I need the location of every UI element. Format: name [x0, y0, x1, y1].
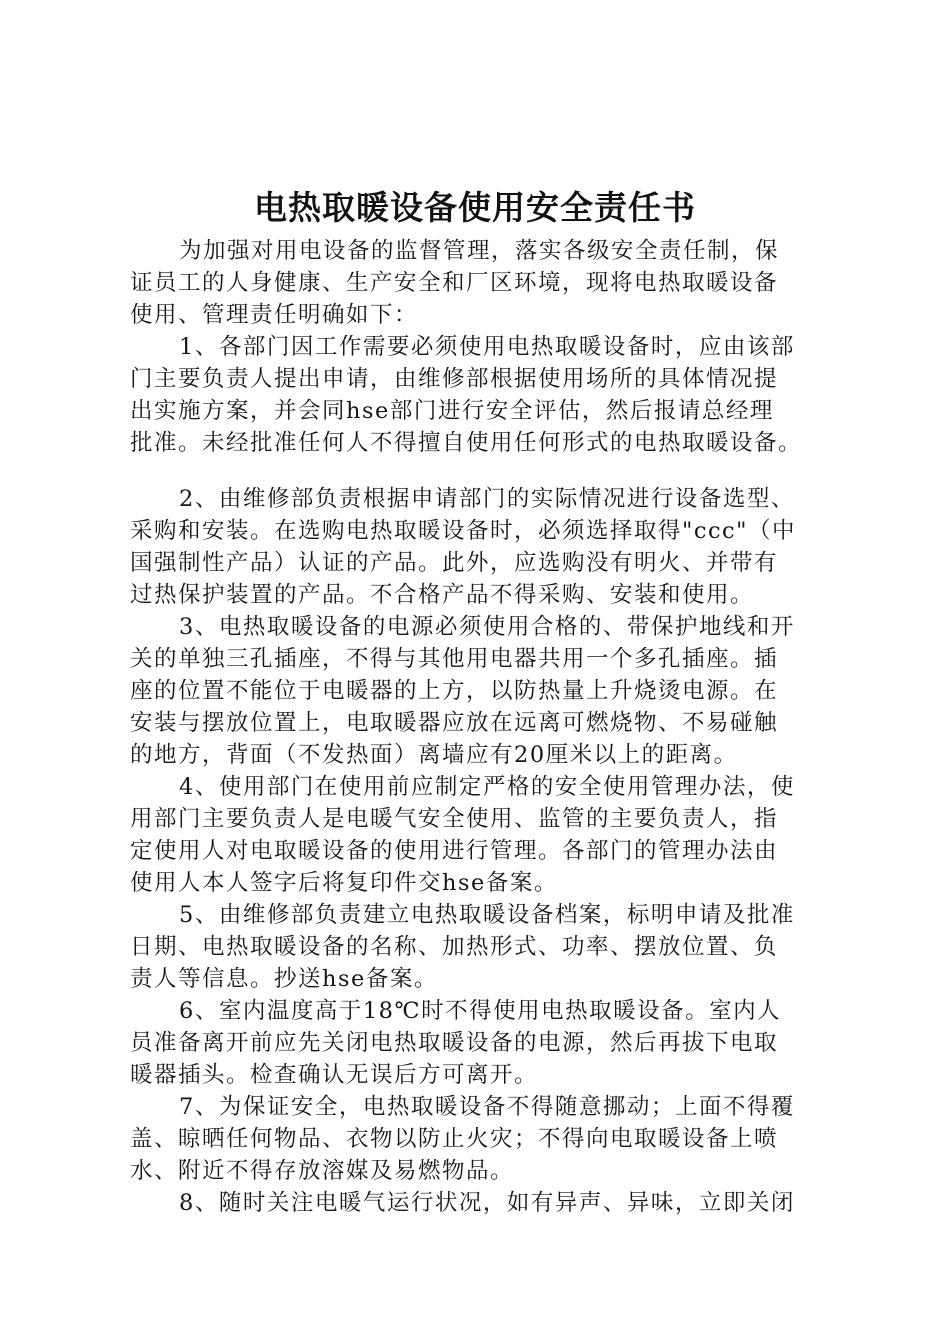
paragraph-line: 关的单独三孔插座，不得与其他用电器共用一个多孔插座。插 [130, 646, 779, 672]
paragraph-line: 8、随时关注电暖气运行状况，如有异声、异味，立即关闭 [179, 1190, 795, 1216]
paragraph-line: 用部门主要负责人是电暖气安全使用、监管的主要负责人，指 [130, 806, 779, 832]
paragraph-line: 盖、晾晒任何物品、衣物以防止火灾；不得向电取暖设备上喷 [130, 1126, 779, 1152]
paragraph-line: 2、由维修部负责根据申请部门的实际情况进行设备选型、 [179, 486, 795, 512]
paragraph-line: 采购和安装。在选购电热取暖设备时，必须选择取得"ccc"（中 [130, 518, 797, 544]
paragraph-line: 证员工的人身健康、生产安全和厂区环境，现将电热取暖设备 [130, 270, 779, 296]
paragraph-line: 安装与摆放位置上，电取暖器应放在远离可燃烧物、不易碰触 [130, 710, 779, 736]
paragraph-line: 3、电热取暖设备的电源必须使用合格的、带保护地线和开 [179, 614, 795, 640]
paragraph-line: 1、各部门因工作需要必须使用电热取暖设备时，应由该部 [179, 334, 795, 360]
paragraph-line: 门主要负责人提出申请，由维修部根据使用场所的具体情况提 [130, 366, 779, 392]
paragraph-line: 日期、电热取暖设备的名称、加热形式、功率、摆放位置、负 [130, 934, 779, 960]
paragraph-line: 为加强对用电设备的监督管理，落实各级安全责任制，保 [179, 238, 780, 264]
paragraph-line: 水、附近不得存放溶媒及易燃物品。 [130, 1158, 515, 1184]
paragraph-line: 过热保护装置的产品。不合格产品不得采购、安装和使用。 [130, 582, 755, 608]
paragraph-line: 员准备离开前应先关闭电热取暖设备的电源，然后再拔下电取 [130, 1030, 779, 1056]
paragraph-line: 4、使用部门在使用前应制定严格的安全使用管理办法，使 [179, 774, 795, 800]
paragraph-line: 5、由维修部负责建立电热取暖设备档案，标明申请及批准 [179, 902, 795, 928]
paragraph-line: 7、为保证安全，电热取暖设备不得随意挪动；上面不得覆 [179, 1094, 795, 1120]
paragraph-line: 出实施方案，并会同hse部门进行安全评估，然后报请总经理 [130, 398, 774, 424]
paragraph-line: 座的位置不能位于电暖器的上方，以防热量上升烧烫电源。在 [130, 678, 779, 704]
paragraph-line: 批准。未经批准任何人不得擅自使用任何形式的电热取暖设备。 [130, 430, 803, 456]
paragraph-line: 使用、管理责任明确如下： [130, 302, 419, 328]
document-title: 电热取暖设备使用安全责任书 [254, 188, 696, 227]
paragraph-line: 责人等信息。抄送hse备案。 [130, 966, 438, 992]
paragraph-line: 暖器插头。检查确认无误后方可离开。 [130, 1062, 539, 1088]
paragraph-line: 6、室内温度高于18℃时不得使用电热取暖设备。室内人 [179, 998, 782, 1024]
paragraph-line: 的地方，背面（不发热面）离墙应有20厘米以上的距离。 [130, 742, 738, 768]
paragraph-line: 使用人本人签字后将复印件交hse备案。 [130, 870, 558, 896]
paragraph-line: 国强制性产品）认证的产品。此外，应选购没有明火、并带有 [130, 550, 779, 576]
paragraph-line: 定使用人对电取暖设备的使用进行管理。各部门的管理办法由 [130, 838, 779, 864]
